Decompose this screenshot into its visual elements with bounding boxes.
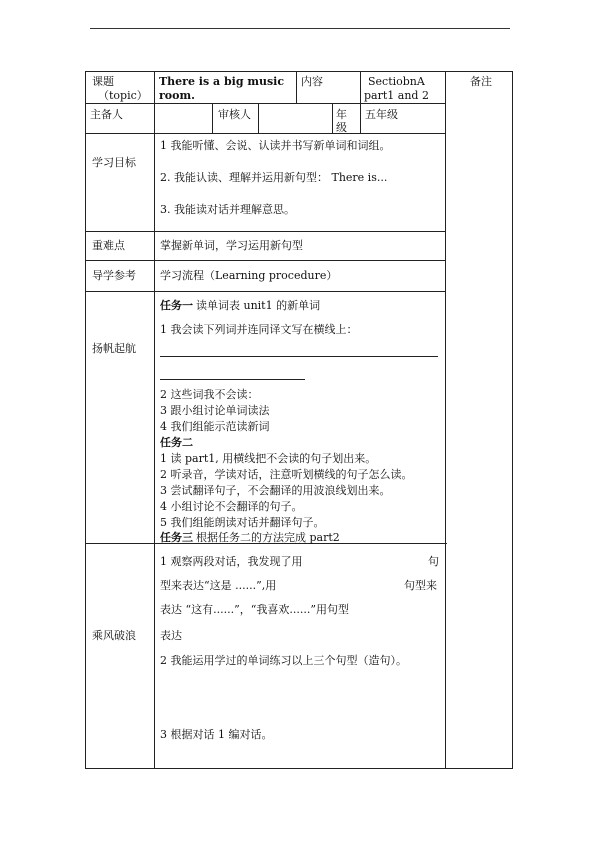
guide-text: 学习流程（Learning procedure）: [160, 269, 338, 282]
task3-title: 任务三: [160, 531, 193, 544]
topic-title: There is a big music: [159, 75, 285, 88]
row-divider: [85, 103, 445, 104]
task2-item: 2 听录音，学读对话，注意听划横线的句子怎么读。: [160, 468, 413, 481]
task1-text: 读单词表 unit1 的新单词: [196, 299, 321, 312]
table-border-left: [85, 71, 86, 769]
row-divider: [85, 291, 445, 292]
key-points-label: 重难点: [92, 239, 125, 252]
task2-item: 5 我们组能朗读对话并翻译句子。: [160, 516, 325, 529]
table-border-top: [85, 71, 513, 72]
goal-item: 3. 我能读对话并理解意思。: [160, 203, 295, 216]
task2-item: 3 尝试翻译句子，不会翻译的用波浪线划出来。: [160, 484, 391, 497]
grade-value: 五年级: [365, 108, 398, 121]
column-divider: [360, 103, 361, 133]
content-label: 内容: [301, 75, 323, 88]
section-name: SectiobnA: [368, 75, 425, 88]
wave-question: 句型来: [404, 579, 437, 592]
row-divider: [85, 133, 445, 134]
goal-item: 1 我能听懂、会说、认读并书写新单词和词组。: [160, 139, 391, 152]
column-divider: [332, 103, 333, 133]
task2-item: 1 读 part1, 用横线把不会读的句子划出来。: [160, 452, 377, 465]
sail-label: 扬帆起航: [92, 342, 136, 355]
answer-line: [160, 356, 438, 357]
task2-title: 任务二: [160, 436, 193, 449]
answer-line: [160, 379, 305, 380]
grade-label: 年: [336, 108, 347, 121]
column-divider: [360, 71, 361, 103]
wave-question: 3 根据对话 1 编对话。: [160, 728, 273, 741]
section-parts: part1 and 2: [364, 89, 429, 102]
task3-text: 根据任务二的方法完成 part2: [196, 531, 340, 544]
wave-question: 表达: [160, 629, 182, 642]
goal-item: 2. 我能认读、理解并运用新句型： There is...: [160, 171, 388, 184]
guide-label: 导学参考: [92, 269, 136, 282]
column-divider: [296, 71, 297, 103]
wave-question: 1 观察两段对话，我发现了用: [160, 555, 303, 568]
wave-question: 句: [428, 555, 439, 568]
topic-label-en: （topic）: [98, 89, 148, 102]
grade-label-cont: 级: [336, 121, 347, 134]
task1-item: 4 我们组能示范读新词: [160, 420, 270, 433]
task2-item: 4 小组讨论不会翻译的句子。: [160, 500, 303, 513]
wave-question: 型来表达“这是 ......”,用: [160, 579, 277, 592]
topic-title-cont: room.: [159, 89, 195, 102]
task1-title: 任务一: [160, 299, 193, 312]
column-divider: [445, 71, 446, 769]
row-divider: [85, 231, 445, 232]
wave-question: 2 我能运用学过的单词练习以上三个句型（造句）。: [160, 654, 407, 667]
column-divider: [212, 103, 213, 133]
key-points-text: 掌握新单词，学习运用新句型: [160, 239, 303, 252]
reviewer-label: 审核人: [218, 108, 251, 121]
wave-question: 表达 “这有......”，“我喜欢......”用句型: [160, 603, 349, 616]
column-divider: [154, 71, 155, 769]
wave-label: 乘风破浪: [92, 629, 136, 642]
table-border-bottom: [85, 768, 513, 769]
remarks-label: 备注: [470, 75, 492, 88]
goals-label: 学习目标: [92, 156, 136, 169]
task1-item: 1 我会读下列词并连同译文写在横线上：: [160, 323, 358, 336]
topic-label: 课题: [92, 75, 114, 88]
task1-item: 3 跟小组讨论单词读法: [160, 404, 270, 417]
row-divider: [85, 260, 445, 261]
page-top-rule: [90, 28, 510, 29]
preparer-label: 主备人: [90, 108, 123, 121]
column-divider: [258, 103, 259, 133]
table-border-right: [512, 71, 513, 769]
task1-item: 2 这些词我不会读：: [160, 388, 259, 401]
